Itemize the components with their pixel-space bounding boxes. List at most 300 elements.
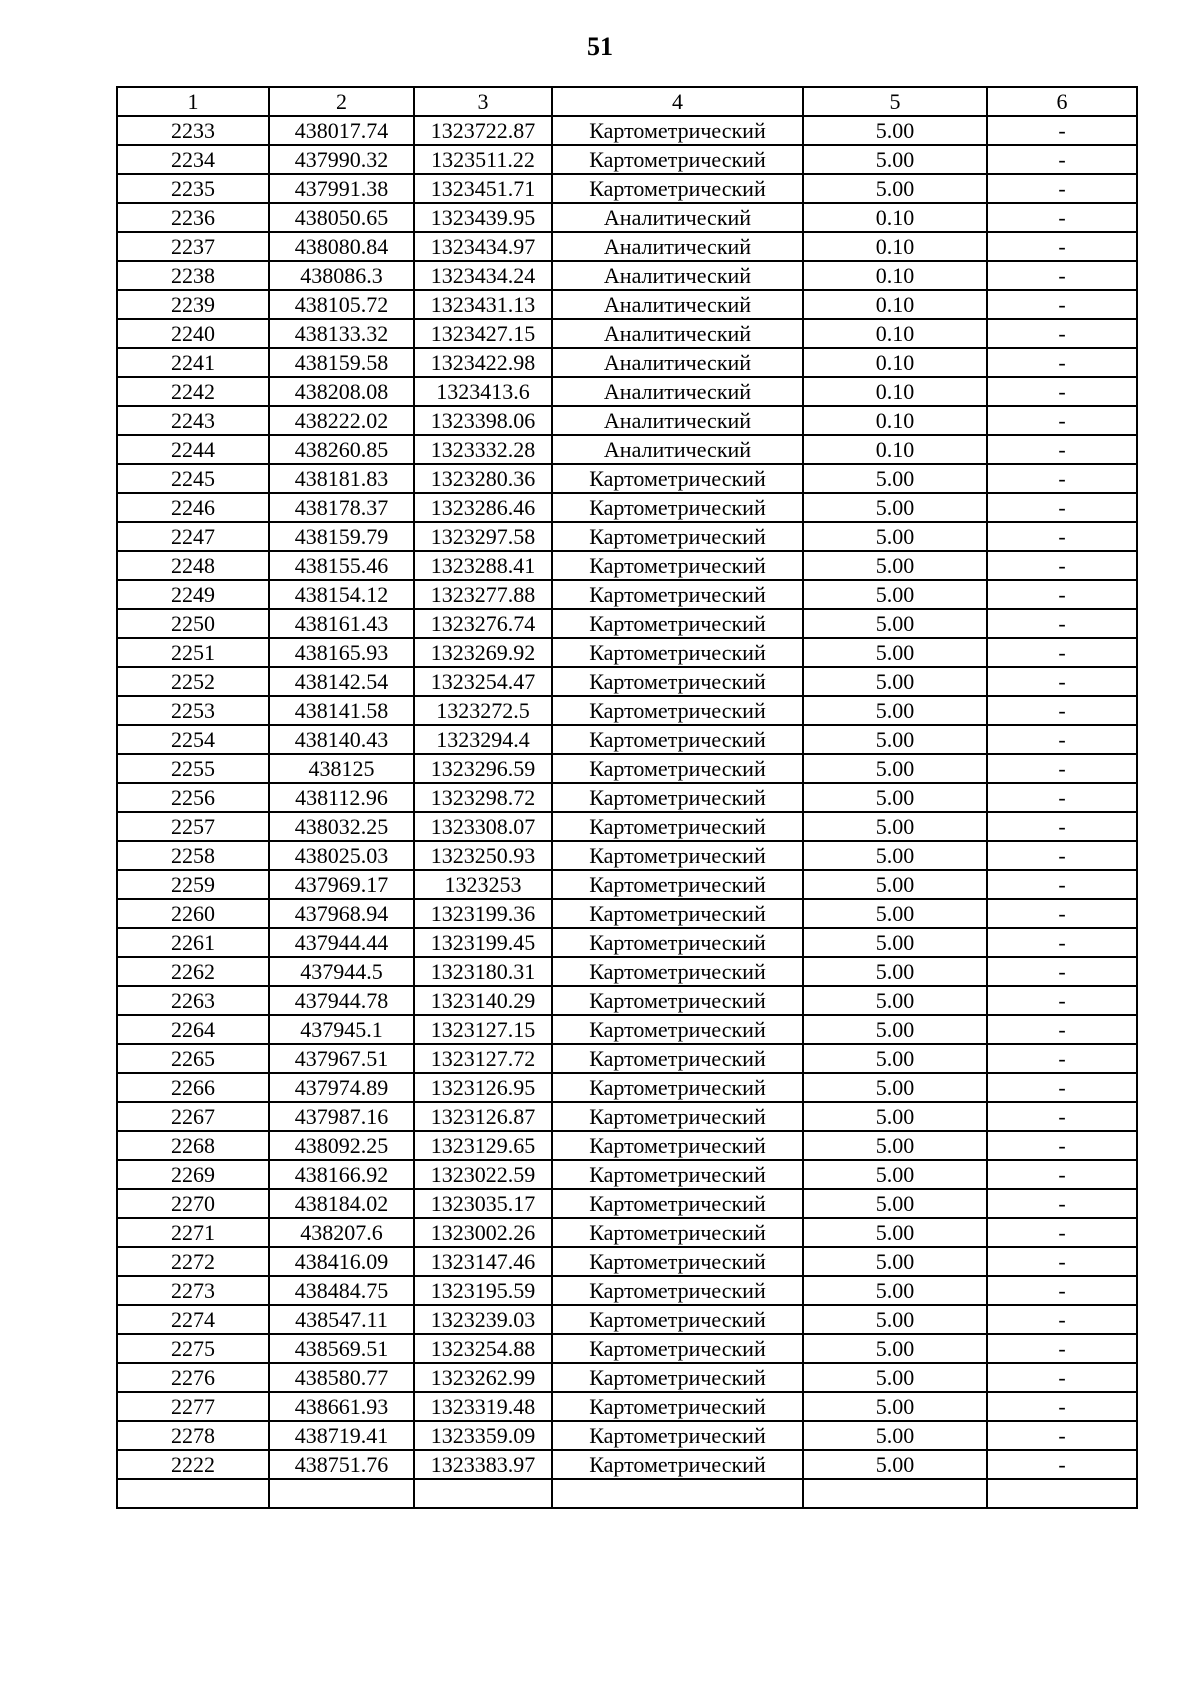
y-coordinate-cell: 1323288.41 [414,551,552,580]
note-cell: - [987,203,1137,232]
point-number-cell: 2241 [117,348,269,377]
point-number-cell: 2250 [117,609,269,638]
note-cell: - [987,754,1137,783]
note-cell: - [987,1450,1137,1479]
table-row [117,1276,1137,1305]
y-coordinate-cell: 1323297.58 [414,522,552,551]
point-number-cell: 2249 [117,580,269,609]
point-number-cell: 2267 [117,1102,269,1131]
table-row [117,174,1137,203]
x-coordinate-cell: 438751.76 [269,1450,414,1479]
x-coordinate-cell: 438142.54 [269,667,414,696]
table-row [117,1102,1137,1131]
x-coordinate-cell: 438165.93 [269,638,414,667]
point-number-cell: 2271 [117,1218,269,1247]
method-cell: Картометрический [552,725,803,754]
note-cell: - [987,957,1137,986]
table-row [117,580,1137,609]
note-cell: - [987,1305,1137,1334]
method-cell: Аналитический [552,261,803,290]
table-row [117,348,1137,377]
y-coordinate-cell: 1323308.07 [414,812,552,841]
point-number-cell: 2256 [117,783,269,812]
y-coordinate-cell: 1323383.97 [414,1450,552,1479]
accuracy-cell: 5.00 [803,1160,987,1189]
accuracy-cell: 5.00 [803,116,987,145]
accuracy-cell: 5.00 [803,725,987,754]
method-cell: Картометрический [552,1102,803,1131]
accuracy-cell: 5.00 [803,841,987,870]
point-number-cell: 2247 [117,522,269,551]
table-row [117,1189,1137,1218]
y-coordinate-cell: 1323427.15 [414,319,552,348]
x-coordinate-cell: 438161.43 [269,609,414,638]
x-coordinate-cell: 438032.25 [269,812,414,841]
x-coordinate-cell: 438207.6 [269,1218,414,1247]
method-cell: Картометрический [552,1015,803,1044]
table-row [117,725,1137,754]
point-number-cell: 2254 [117,725,269,754]
table-row [117,1044,1137,1073]
method-cell: Картометрический [552,1450,803,1479]
accuracy-cell: 5.00 [803,609,987,638]
method-cell: Картометрический [552,870,803,899]
y-coordinate-cell: 1323195.59 [414,1276,552,1305]
table-row [117,1305,1137,1334]
y-coordinate-cell: 1323439.95 [414,203,552,232]
point-number-cell: 2261 [117,928,269,957]
note-cell: - [987,899,1137,928]
x-coordinate-cell: 438159.58 [269,348,414,377]
note-cell: - [987,174,1137,203]
accuracy-cell: 0.10 [803,203,987,232]
y-coordinate-cell: 1323269.92 [414,638,552,667]
accuracy-cell: 5.00 [803,1247,987,1276]
x-coordinate-cell: 437945.1 [269,1015,414,1044]
y-coordinate-cell: 1323451.71 [414,174,552,203]
method-cell [552,1479,803,1508]
table-row [117,203,1137,232]
page-number: 51 [587,32,613,61]
note-cell: - [987,377,1137,406]
accuracy-cell: 5.00 [803,1044,987,1073]
accuracy-cell: 5.00 [803,1363,987,1392]
table-row [117,696,1137,725]
note-cell: - [987,145,1137,174]
y-coordinate-cell: 1323022.59 [414,1160,552,1189]
y-coordinate-cell: 1323254.88 [414,1334,552,1363]
table-header [117,87,1137,116]
y-coordinate-cell: 1323126.87 [414,1102,552,1131]
x-coordinate-cell: 438416.09 [269,1247,414,1276]
point-number-cell: 2242 [117,377,269,406]
method-cell: Картометрический [552,986,803,1015]
method-cell: Аналитический [552,348,803,377]
x-coordinate-cell: 438133.32 [269,319,414,348]
point-number-cell: 2257 [117,812,269,841]
column-header: 5 [803,87,987,116]
y-coordinate-cell: 1323254.47 [414,667,552,696]
accuracy-cell: 5.00 [803,1392,987,1421]
note-cell: - [987,1044,1137,1073]
table-row [117,899,1137,928]
note-cell: - [987,435,1137,464]
point-number-cell: 2252 [117,667,269,696]
method-cell: Картометрический [552,1305,803,1334]
x-coordinate-cell: 438181.83 [269,464,414,493]
x-coordinate-cell: 438569.51 [269,1334,414,1363]
note-cell: - [987,812,1137,841]
method-cell: Картометрический [552,551,803,580]
method-cell: Картометрический [552,1218,803,1247]
y-coordinate-cell: 1323277.88 [414,580,552,609]
note-cell: - [987,261,1137,290]
y-coordinate-cell [414,1479,552,1508]
table-row [117,1421,1137,1450]
method-cell: Картометрический [552,841,803,870]
y-coordinate-cell: 1323434.97 [414,232,552,261]
method-cell: Картометрический [552,696,803,725]
accuracy-cell: 5.00 [803,1131,987,1160]
x-coordinate-cell: 438184.02 [269,1189,414,1218]
accuracy-cell: 5.00 [803,1421,987,1450]
point-number-cell: 2278 [117,1421,269,1450]
accuracy-cell: 0.10 [803,261,987,290]
accuracy-cell: 5.00 [803,145,987,174]
table-row [117,812,1137,841]
method-cell: Аналитический [552,406,803,435]
x-coordinate-cell: 437991.38 [269,174,414,203]
y-coordinate-cell: 1323722.87 [414,116,552,145]
point-number-cell: 2235 [117,174,269,203]
method-cell: Картометрический [552,580,803,609]
point-number-cell: 2259 [117,870,269,899]
point-number-cell: 2274 [117,1305,269,1334]
note-cell: - [987,1247,1137,1276]
method-cell: Картометрический [552,522,803,551]
point-number-cell: 2255 [117,754,269,783]
x-coordinate-cell: 438178.37 [269,493,414,522]
x-coordinate-cell: 438050.65 [269,203,414,232]
column-header: 1 [117,87,269,116]
method-cell: Картометрический [552,1276,803,1305]
table-row [117,1450,1137,1479]
x-coordinate-cell: 438661.93 [269,1392,414,1421]
method-cell: Картометрический [552,609,803,638]
accuracy-cell: 5.00 [803,174,987,203]
accuracy-cell: 5.00 [803,1073,987,1102]
note-cell: - [987,551,1137,580]
method-cell: Картометрический [552,957,803,986]
table-row [117,435,1137,464]
note-cell: - [987,1276,1137,1305]
y-coordinate-cell: 1323147.46 [414,1247,552,1276]
accuracy-cell: 5.00 [803,1218,987,1247]
point-number-cell: 2236 [117,203,269,232]
y-coordinate-cell: 1323253 [414,870,552,899]
x-coordinate-cell: 438080.84 [269,232,414,261]
y-coordinate-cell: 1323126.95 [414,1073,552,1102]
point-number-cell: 2251 [117,638,269,667]
accuracy-cell: 5.00 [803,1102,987,1131]
x-coordinate-cell: 438484.75 [269,1276,414,1305]
accuracy-cell: 5.00 [803,957,987,986]
table-row [117,1363,1137,1392]
table-row [117,1160,1137,1189]
point-number-cell: 2263 [117,986,269,1015]
x-coordinate-cell: 437974.89 [269,1073,414,1102]
note-cell: - [987,1218,1137,1247]
table-row [117,928,1137,957]
x-coordinate-cell: 438112.96 [269,783,414,812]
note-cell: - [987,290,1137,319]
x-coordinate-cell: 437969.17 [269,870,414,899]
method-cell: Картометрический [552,1073,803,1102]
y-coordinate-cell: 1323286.46 [414,493,552,522]
note-cell: - [987,522,1137,551]
y-coordinate-cell: 1323511.22 [414,145,552,174]
y-coordinate-cell: 1323296.59 [414,754,552,783]
y-coordinate-cell: 1323199.36 [414,899,552,928]
method-cell: Аналитический [552,435,803,464]
point-number-cell: 2273 [117,1276,269,1305]
method-cell: Картометрический [552,1189,803,1218]
x-coordinate-cell: 438025.03 [269,841,414,870]
y-coordinate-cell: 1323199.45 [414,928,552,957]
accuracy-cell: 5.00 [803,754,987,783]
note-cell: - [987,928,1137,957]
y-coordinate-cell: 1323140.29 [414,986,552,1015]
table-row [117,1015,1137,1044]
x-coordinate-cell: 438125 [269,754,414,783]
column-header: 3 [414,87,552,116]
accuracy-cell: 0.10 [803,348,987,377]
x-coordinate-cell: 437987.16 [269,1102,414,1131]
table-row [117,986,1137,1015]
note-cell: - [987,116,1137,145]
table-body [117,116,1137,1508]
note-cell: - [987,1421,1137,1450]
table-row [117,464,1137,493]
accuracy-cell: 0.10 [803,319,987,348]
y-coordinate-cell: 1323262.99 [414,1363,552,1392]
accuracy-cell: 5.00 [803,899,987,928]
note-cell: - [987,406,1137,435]
point-number-cell: 2240 [117,319,269,348]
x-coordinate-cell: 437944.78 [269,986,414,1015]
method-cell: Картометрический [552,812,803,841]
table-row [117,232,1137,261]
y-coordinate-cell: 1323035.17 [414,1189,552,1218]
x-coordinate-cell: 437944.44 [269,928,414,957]
table-row [117,1073,1137,1102]
accuracy-cell: 5.00 [803,986,987,1015]
x-coordinate-cell: 438140.43 [269,725,414,754]
table-row [117,377,1137,406]
accuracy-cell: 0.10 [803,377,987,406]
point-number-cell: 2222 [117,1450,269,1479]
y-coordinate-cell: 1323319.48 [414,1392,552,1421]
method-cell: Картометрический [552,1131,803,1160]
accuracy-cell [803,1479,987,1508]
x-coordinate-cell [269,1479,414,1508]
point-number-cell [117,1479,269,1508]
accuracy-cell: 5.00 [803,870,987,899]
y-coordinate-cell: 1323359.09 [414,1421,552,1450]
table-row [117,870,1137,899]
table-row [117,145,1137,174]
table-row [117,1131,1137,1160]
table-row [117,522,1137,551]
point-number-cell: 2245 [117,464,269,493]
y-coordinate-cell: 1323127.15 [414,1015,552,1044]
point-number-cell: 2258 [117,841,269,870]
note-cell: - [987,1334,1137,1363]
method-cell: Картометрический [552,928,803,957]
note-cell: - [987,1073,1137,1102]
method-cell: Картометрический [552,174,803,203]
y-coordinate-cell: 1323294.4 [414,725,552,754]
x-coordinate-cell: 438105.72 [269,290,414,319]
x-coordinate-cell: 437990.32 [269,145,414,174]
note-cell: - [987,870,1137,899]
note-cell: - [987,580,1137,609]
method-cell: Картометрический [552,638,803,667]
point-number-cell: 2260 [117,899,269,928]
method-cell: Картометрический [552,1044,803,1073]
accuracy-cell: 5.00 [803,493,987,522]
coordinates-table [116,86,1138,1509]
x-coordinate-cell: 437968.94 [269,899,414,928]
point-number-cell: 2262 [117,957,269,986]
point-number-cell: 2277 [117,1392,269,1421]
accuracy-cell: 5.00 [803,464,987,493]
x-coordinate-cell: 438547.11 [269,1305,414,1334]
x-coordinate-cell: 438017.74 [269,116,414,145]
y-coordinate-cell: 1323413.6 [414,377,552,406]
table-row [117,116,1137,145]
method-cell: Картометрический [552,667,803,696]
y-coordinate-cell: 1323298.72 [414,783,552,812]
method-cell: Картометрический [552,1421,803,1450]
accuracy-cell: 5.00 [803,1450,987,1479]
accuracy-cell: 5.00 [803,667,987,696]
point-number-cell: 2234 [117,145,269,174]
method-cell: Картометрический [552,1392,803,1421]
y-coordinate-cell: 1323127.72 [414,1044,552,1073]
x-coordinate-cell: 438159.79 [269,522,414,551]
accuracy-cell: 5.00 [803,812,987,841]
table-row [117,261,1137,290]
accuracy-cell: 5.00 [803,522,987,551]
point-number-cell: 2243 [117,406,269,435]
method-cell: Картометрический [552,1363,803,1392]
y-coordinate-cell: 1323434.24 [414,261,552,290]
table-row [117,1218,1137,1247]
x-coordinate-cell: 438155.46 [269,551,414,580]
method-cell: Картометрический [552,1160,803,1189]
note-cell: - [987,348,1137,377]
note-cell: - [987,1189,1137,1218]
y-coordinate-cell: 1323272.5 [414,696,552,725]
x-coordinate-cell: 438260.85 [269,435,414,464]
x-coordinate-cell: 438222.02 [269,406,414,435]
x-coordinate-cell: 437967.51 [269,1044,414,1073]
y-coordinate-cell: 1323002.26 [414,1218,552,1247]
method-cell: Картометрический [552,1334,803,1363]
column-header: 2 [269,87,414,116]
note-cell: - [987,725,1137,754]
accuracy-cell: 5.00 [803,580,987,609]
table-row [117,493,1137,522]
note-cell: - [987,1392,1137,1421]
accuracy-cell: 0.10 [803,290,987,319]
point-number-cell: 2276 [117,1363,269,1392]
method-cell: Картометрический [552,493,803,522]
point-number-cell: 2264 [117,1015,269,1044]
note-cell: - [987,841,1137,870]
note-cell: - [987,1102,1137,1131]
accuracy-cell: 5.00 [803,696,987,725]
point-number-cell: 2268 [117,1131,269,1160]
x-coordinate-cell: 437944.5 [269,957,414,986]
table-row [117,1392,1137,1421]
point-number-cell: 2248 [117,551,269,580]
table-row [117,1479,1137,1508]
table-row [117,406,1137,435]
x-coordinate-cell: 438166.92 [269,1160,414,1189]
method-cell: Аналитический [552,377,803,406]
table-row [117,841,1137,870]
note-cell [987,1479,1137,1508]
note-cell: - [987,1131,1137,1160]
method-cell: Картометрический [552,1247,803,1276]
y-coordinate-cell: 1323250.93 [414,841,552,870]
x-coordinate-cell: 438141.58 [269,696,414,725]
point-number-cell: 2239 [117,290,269,319]
method-cell: Картометрический [552,754,803,783]
note-cell: - [987,464,1137,493]
point-number-cell: 2244 [117,435,269,464]
note-cell: - [987,319,1137,348]
method-cell: Картометрический [552,899,803,928]
y-coordinate-cell: 1323332.28 [414,435,552,464]
accuracy-cell: 0.10 [803,232,987,261]
y-coordinate-cell: 1323398.06 [414,406,552,435]
accuracy-cell: 5.00 [803,551,987,580]
accuracy-cell: 5.00 [803,1334,987,1363]
table-row [117,551,1137,580]
table-row [117,319,1137,348]
y-coordinate-cell: 1323276.74 [414,609,552,638]
table-row [117,783,1137,812]
table-row [117,1334,1137,1363]
note-cell: - [987,609,1137,638]
method-cell: Картометрический [552,783,803,812]
y-coordinate-cell: 1323422.98 [414,348,552,377]
y-coordinate-cell: 1323431.13 [414,290,552,319]
note-cell: - [987,1363,1137,1392]
column-header: 6 [987,87,1137,116]
note-cell: - [987,1160,1137,1189]
table-row [117,667,1137,696]
method-cell: Картометрический [552,464,803,493]
column-header: 4 [552,87,803,116]
x-coordinate-cell: 438086.3 [269,261,414,290]
point-number-cell: 2246 [117,493,269,522]
accuracy-cell: 5.00 [803,1189,987,1218]
accuracy-cell: 5.00 [803,1305,987,1334]
